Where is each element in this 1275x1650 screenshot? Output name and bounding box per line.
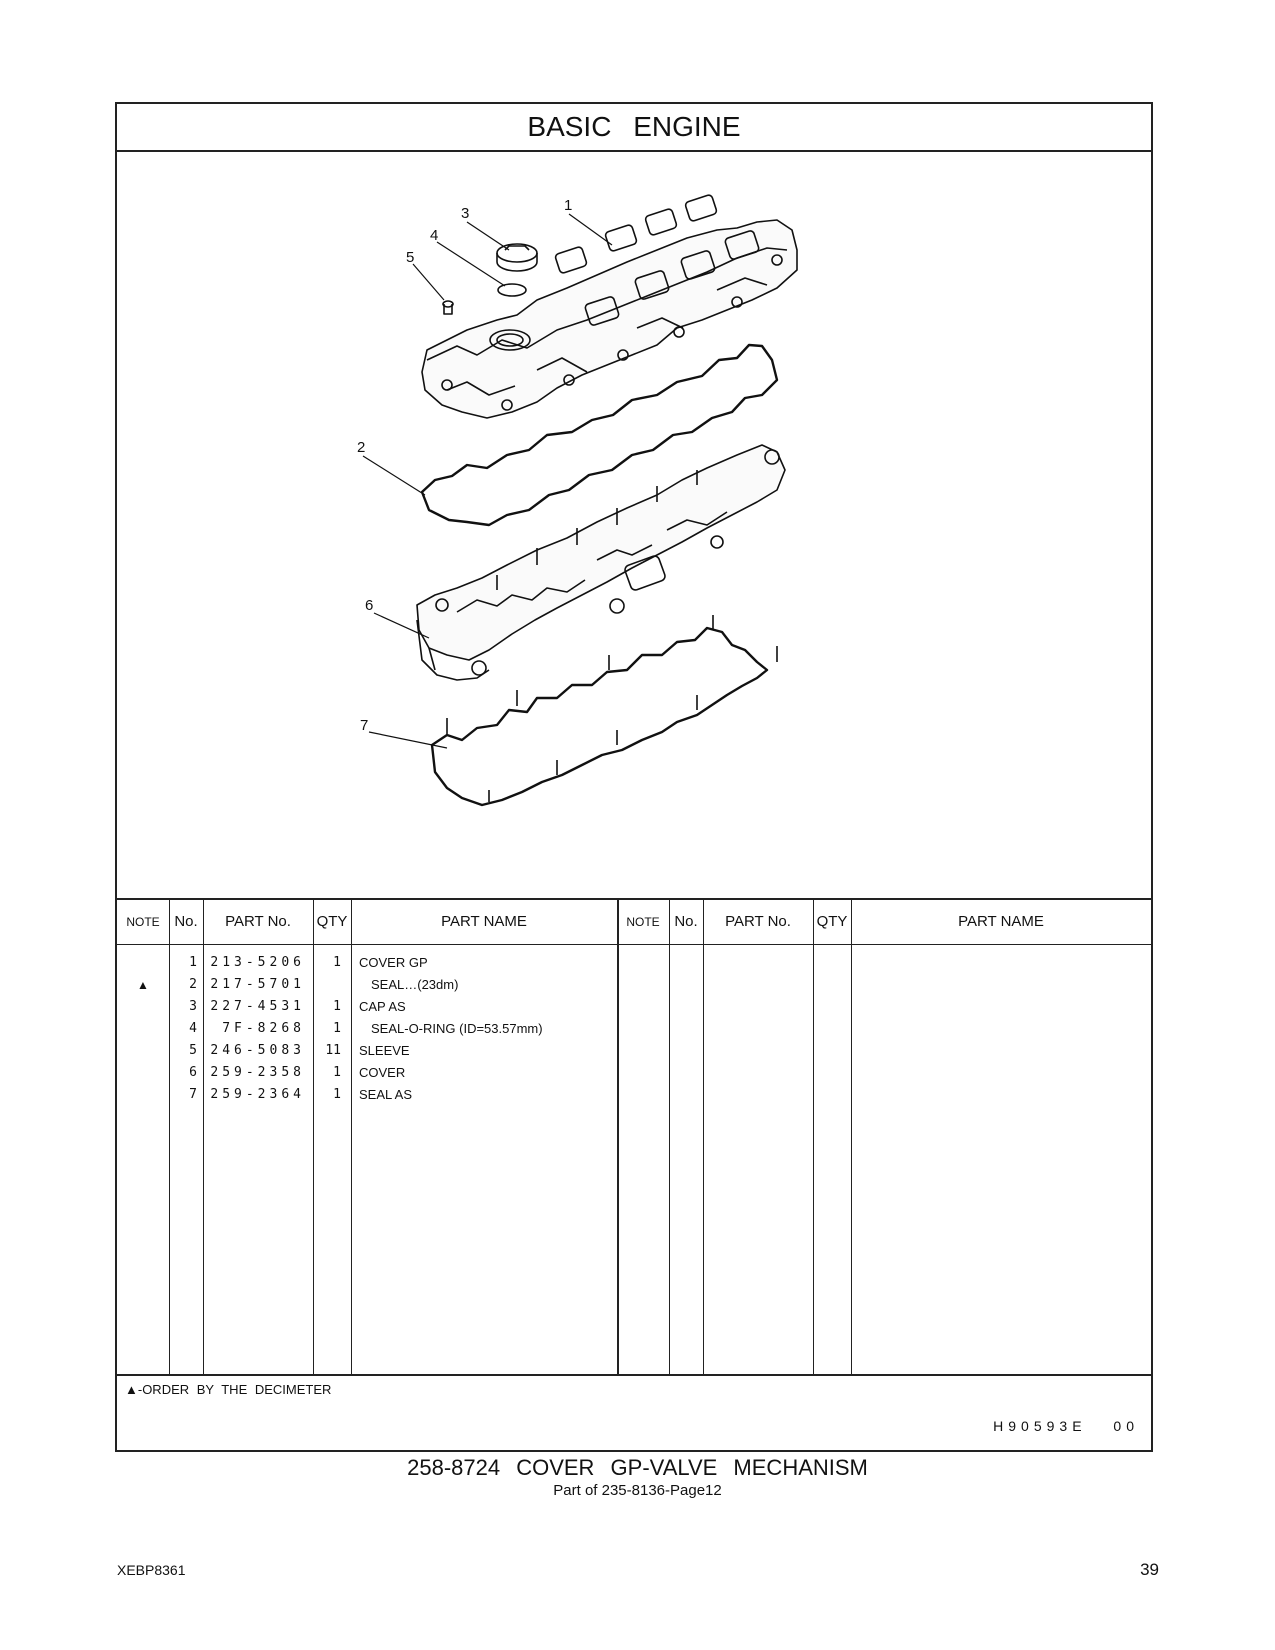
part-number: 259-2358 xyxy=(210,1065,305,1080)
part-name: SLEEVE xyxy=(359,1043,410,1058)
quantity: 1 xyxy=(333,1021,341,1036)
item-number: 3 xyxy=(189,999,197,1014)
page-number: 39 xyxy=(1140,1560,1159,1579)
part-number: 213-5206 xyxy=(210,955,305,970)
note-cell xyxy=(117,996,169,1018)
page-caption-sub: Part of 235-8136-Page12 xyxy=(553,1482,722,1499)
part-number: 259-2364 xyxy=(210,1087,305,1102)
callout-3: 3 xyxy=(461,205,470,222)
footnote-text: ▲-ORDER BY THE DECIMETER xyxy=(125,1382,332,1397)
valve-cover-part-1 xyxy=(422,194,797,418)
footnote-area xyxy=(117,1376,1151,1452)
table-row xyxy=(117,974,1151,996)
publication-code: XEBP8361 xyxy=(117,1562,186,1578)
header-part-no: PART No. xyxy=(225,913,291,930)
header-no-right: No. xyxy=(674,913,698,930)
part-name: SEAL-O-RING (ID=53.57mm) xyxy=(371,1021,543,1036)
header-qty-right: QTY xyxy=(816,913,848,930)
note-cell xyxy=(117,1040,169,1062)
part-name: SEAL AS xyxy=(359,1087,412,1102)
header-part-name: PART NAME xyxy=(441,913,527,930)
table-row xyxy=(117,1040,1151,1062)
item-number: 6 xyxy=(189,1065,197,1080)
callout-2: 2 xyxy=(357,439,366,456)
cover-base-part-6 xyxy=(417,445,785,680)
exploded-view-illustration xyxy=(117,150,1151,898)
part-name: COVER xyxy=(359,1065,406,1080)
quantity: 1 xyxy=(333,955,341,970)
note-cell xyxy=(117,1062,169,1084)
quantity: 1 xyxy=(333,999,341,1014)
note-cell xyxy=(117,1018,169,1040)
quantity: 1 xyxy=(333,1065,341,1080)
part-name: CAP AS xyxy=(359,999,406,1014)
table-row xyxy=(117,952,1151,974)
note-cell xyxy=(117,952,169,974)
sleeve-part-5 xyxy=(443,301,453,314)
part-number: 7F-8268 xyxy=(222,1021,305,1036)
part-name: COVER GP xyxy=(359,955,428,970)
item-number: 4 xyxy=(189,1021,197,1036)
header-qty: QTY xyxy=(316,913,348,930)
item-number: 5 xyxy=(189,1043,197,1058)
header-part-no-right: PART No. xyxy=(725,913,791,930)
part-number: 227-4531 xyxy=(210,999,305,1014)
header-note-right: NOTE xyxy=(626,915,660,929)
table-row xyxy=(117,1062,1151,1084)
table-row xyxy=(117,1084,1151,1106)
item-number: 2 xyxy=(189,977,197,992)
note-cell xyxy=(117,1084,169,1106)
header-note: NOTE xyxy=(126,915,160,929)
callout-4: 4 xyxy=(430,227,439,244)
oil-filler-cap-part-3 xyxy=(497,244,537,271)
exploded-view-drawing xyxy=(117,150,1151,898)
document-code: H90593E 00 xyxy=(993,1418,1139,1434)
callout-5: 5 xyxy=(406,249,415,266)
note-cell: ▲ xyxy=(137,978,149,992)
header-divider xyxy=(117,944,1151,945)
quantity: 1 xyxy=(333,1087,341,1102)
callout-6: 6 xyxy=(365,597,374,614)
part-number: 246-5083 xyxy=(210,1043,305,1058)
page-caption: 258-8724 COVER GP-VALVE MECHANISM xyxy=(407,1455,868,1480)
quantity: 11 xyxy=(325,1043,341,1058)
o-ring-part-4 xyxy=(498,284,526,296)
callout-1: 1 xyxy=(564,197,573,214)
parts-page-frame xyxy=(115,102,1153,1452)
part-number: 217-5701 xyxy=(210,977,305,992)
part-name: SEAL…(23dm) xyxy=(371,977,459,992)
header-part-name-right: PART NAME xyxy=(958,913,1044,930)
header-no: No. xyxy=(174,913,198,930)
table-row xyxy=(117,1018,1151,1040)
item-number: 1 xyxy=(189,955,197,970)
item-number: 7 xyxy=(189,1087,197,1102)
table-row xyxy=(117,996,1151,1018)
section-title: BASIC ENGINE xyxy=(117,104,1151,152)
parts-table xyxy=(117,898,1151,1376)
quantity xyxy=(313,974,341,996)
callout-7: 7 xyxy=(360,717,369,734)
